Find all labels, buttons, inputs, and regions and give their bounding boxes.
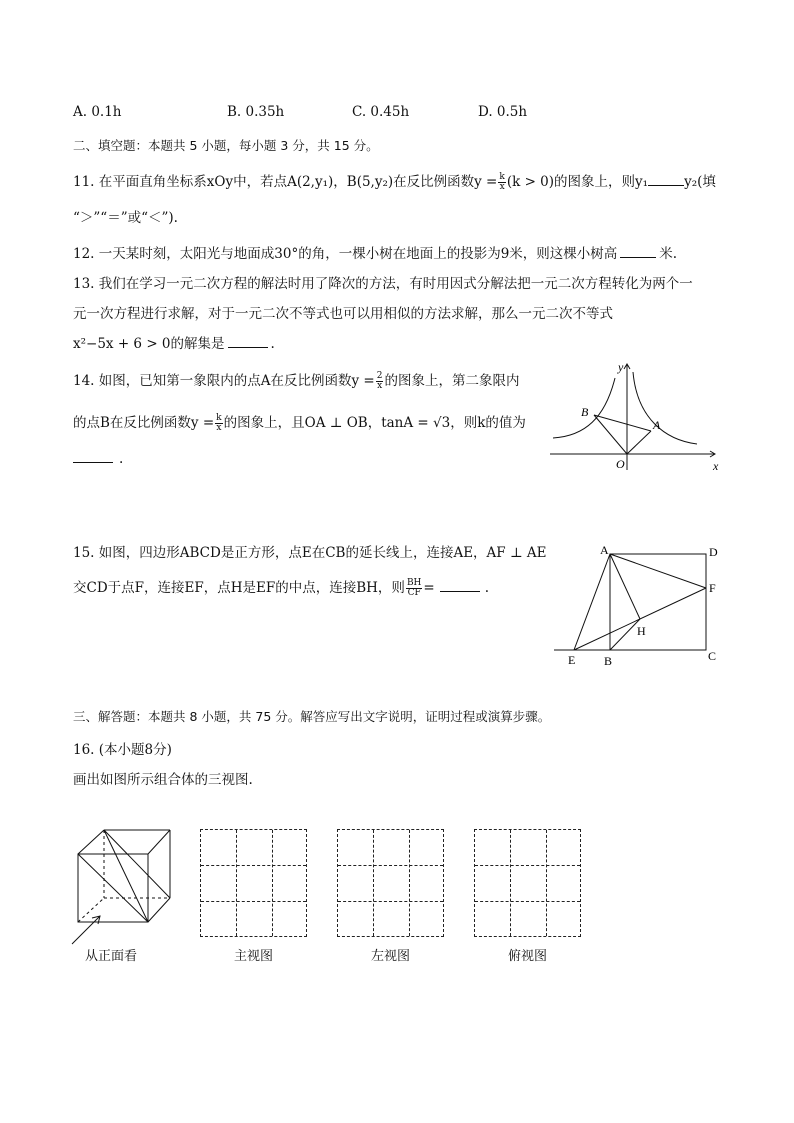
grid-line <box>338 901 443 902</box>
q14-figure <box>545 358 725 478</box>
q15-line1: 15. 如图，四边形ABCD是正方形，点E在CB的延长线上，连接AE，AF ⊥ AE <box>73 545 547 561</box>
section2-header: 二、填空题：本题共 5 小题，每小题 3 分，共 15 分。 <box>73 138 379 153</box>
q13-text-a: x²−5x + 6 > 0的解集是 <box>73 336 225 352</box>
grid-line <box>201 865 306 866</box>
q14-line2 <box>73 411 526 433</box>
option-b: B. 0.35h <box>227 104 285 120</box>
label-h: H <box>637 624 646 638</box>
q11-text-c: y₂(填 <box>684 174 716 190</box>
q11-text-b: (k > 0)的图象上，则y₁ <box>506 174 649 190</box>
answer-blank[interactable] <box>620 245 656 258</box>
q12 <box>73 242 677 262</box>
q14-text-e: . <box>119 451 124 467</box>
q12-text: 12. 一天某时刻，太阳光与地面成30°的角，一棵小树在地面上的投影为9米，则这棵小树高 <box>73 246 618 262</box>
answer-blank[interactable] <box>440 579 480 592</box>
label-a: A <box>600 543 609 557</box>
grid-line <box>201 901 306 902</box>
composite-solid-figure <box>66 826 186 956</box>
answer-blank[interactable] <box>648 173 684 186</box>
q14-line1 <box>73 369 519 391</box>
segment-bh <box>610 619 640 650</box>
q13-line2: 元一次方程进行求解，对于一元二次不等式也可以用相似的方法求解，那么一元二次不等式 <box>73 306 613 322</box>
option-a: A. 0.1h <box>73 104 122 120</box>
grid-line <box>272 830 273 936</box>
label-f: F <box>709 581 716 595</box>
cube-hidden-diagonal-edge <box>78 898 104 922</box>
curve-2-over-x <box>633 372 697 444</box>
q16-title: 16. (本小题8分) <box>73 742 172 758</box>
cut-line-3 <box>104 830 148 922</box>
q13-text-b: . <box>270 336 275 352</box>
grid-line <box>236 830 237 936</box>
q12-unit: 米. <box>659 246 678 262</box>
top-view-grid[interactable] <box>474 829 581 937</box>
label-d: D <box>709 545 718 559</box>
q13-line3 <box>73 332 275 352</box>
q11-text-a: 11. 在平面直角坐标系xOy中，若点A(2,y₁)，B(5,y₂)在反比例函数y = <box>73 174 498 190</box>
q16-prompt: 画出如图所示组合体的三视图. <box>73 772 253 788</box>
q14-text-c: 的点B在反比例函数y = <box>73 415 215 431</box>
grid-line <box>338 865 443 866</box>
label-c: C <box>708 649 717 663</box>
segment-ab <box>594 415 651 431</box>
q14-text-b: 的图象上，第二象限内 <box>384 373 520 389</box>
option-d: D. 0.5h <box>478 104 528 120</box>
q14-fraction-2: $\frac{k}{x}$ <box>216 413 222 433</box>
q15-line2 <box>73 576 489 598</box>
grid-line <box>409 830 410 936</box>
q14-line3 <box>73 450 123 467</box>
q14-text-a: 14. 如图，已知第一象限内的点A在反比例函数y = <box>73 373 375 389</box>
label-a: A <box>653 418 661 432</box>
segment-ah <box>610 554 640 619</box>
cube-bottom-right-edge <box>148 898 170 922</box>
answer-blank[interactable] <box>228 335 268 348</box>
left-view-grid[interactable] <box>337 829 444 937</box>
label-b: B <box>581 405 589 419</box>
view-direction-arrow <box>72 916 100 944</box>
label-y: y <box>618 360 624 374</box>
q14-text-d: 的图象上，且OA ⊥ OB，tanA = √3，则k的值为 <box>223 415 526 431</box>
segment-af <box>610 554 706 588</box>
q15-text-a: 交CD于点F，连接EF，点H是EF的中点，连接BH，则 <box>73 580 405 596</box>
segment-ob <box>594 415 627 454</box>
q14-fraction-1: $\frac{2}{x}$ <box>376 371 383 391</box>
cube-caption: 从正面看 <box>85 948 138 963</box>
q15-figure <box>548 540 730 672</box>
segment-oa <box>627 431 651 454</box>
q13-line1: 13. 我们在学习一元二次方程的解法时用了降次的方法，有时用因式分解法把一元二次方程转化为两个一 <box>73 276 693 292</box>
answer-blank[interactable] <box>73 450 113 463</box>
cube-top-right-edge <box>148 830 170 854</box>
label-o: O <box>616 457 625 471</box>
label-b: B <box>604 654 613 668</box>
left-view-caption: 左视图 <box>371 948 411 963</box>
grid-line <box>373 830 374 936</box>
grid-line <box>475 865 580 866</box>
front-view-grid[interactable] <box>200 829 307 937</box>
label-x: x <box>713 459 719 473</box>
q15-text-b: = <box>423 580 435 596</box>
q11-line2: “＞”“＝”或“＜”). <box>73 210 178 226</box>
section3-header: 三、解答题：本题共 8 小题，共 75 分。解答应写出文字说明，证明过程或演算步骤。 <box>73 709 551 724</box>
top-view-caption: 俯视图 <box>508 948 548 963</box>
option-c: C. 0.45h <box>352 104 410 120</box>
label-e: E <box>568 653 576 667</box>
cube-top-left-edge <box>78 830 104 854</box>
q15-fraction: $\frac{BH}{CF}$ <box>406 578 422 598</box>
grid-line <box>475 901 580 902</box>
grid-line <box>546 830 547 936</box>
q11-fraction: $\frac{k}{x}$ <box>499 172 505 192</box>
grid-line <box>510 830 511 936</box>
front-view-caption: 主视图 <box>234 948 274 963</box>
q11-line1 <box>73 170 716 192</box>
q15-text-c: . <box>484 580 490 596</box>
